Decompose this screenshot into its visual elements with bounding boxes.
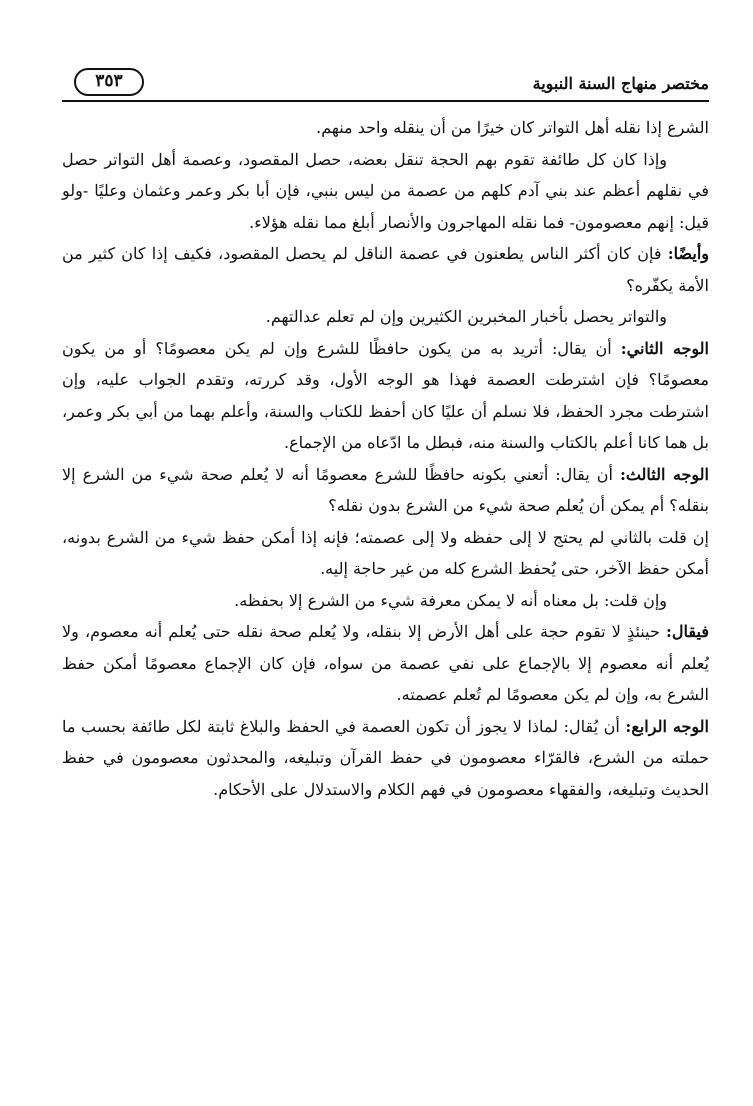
book-page (62, 60, 709, 805)
paragraph-text: والتواتر يحصل بأخبار المخبرين الكثيرين وإن لم تعلم عدالتهم. (265, 307, 667, 326)
paragraph-label: الوجه الثاني: (620, 338, 710, 358)
paragraph (62, 459, 709, 522)
page-number: ٣٥٣ (74, 68, 144, 96)
running-header (62, 60, 709, 102)
paragraph (62, 711, 709, 806)
paragraph (62, 301, 709, 333)
paragraph (62, 238, 709, 301)
paragraph (62, 333, 709, 459)
paragraph (62, 585, 709, 617)
paragraph-text: أن يُقال: لماذا لا يجوز أن تكون العصمة في الحفظ والبلاغ ثابتة لكل طائفة بحسب ما حملته من الشرع، فالقرّاء معصومون في حفظ القرآن وتبليغه، والمحدثون معصومون في حفظ الحديث وتبليغه، والفقهاء معصومون في فهم الكلام والاستدلال على الأحكام. (62, 716, 709, 799)
paragraph (62, 112, 709, 144)
paragraph-label: الوجه الرابع: (625, 716, 710, 736)
paragraph-text: الشرع إذا نقله أهل التواتر كان خيرًا من أن ينقله واحد منهم. (316, 118, 709, 137)
paragraph-text: وإذا كان كل طائفة تقوم بهم الحجة تنقل بعضه، حصل المقصود، وعصمة أهل التواتر حصل في نقلهم أعظم عند بني آدم كلهم من عصمة من ليس بنبي، فإن أبا بكر وعمر وعثمان وعليًا -ولو قيل: إنهم معصومون- فما نقله المهاجرون والأنصار أبلغ مما نقله هؤلاء. (62, 149, 710, 232)
paragraph-text: فإن كان أكثر الناس يطعنون في عصمة الناقل لم يحصل المقصود، فكيف إذا كان كثير من الأمة يكفّره؟ (62, 244, 709, 295)
paragraph (62, 616, 709, 711)
paragraph-text: أن يقال: أتريد به من يكون حافظًا للشرع وإن لم يكن معصومًا؟ أو من يكون معصومًا؟ فإن اشترطت العصمة فهذا هو الوجه الأول، وقد كررته، وتقدم الجواب عليه، وإن اشترطت مجرد الحفظ، فلا نسلم أن عليًا كان أحفظ للكتاب والسنة، وأعلم بهما من أبي بكر وعمر، بل هما كانا أعلم بالكتاب والسنة منه، فبطل ما ادّعاه من الإجماع. (62, 338, 709, 452)
paragraph-text: أن يقال: أتعني بكونه حافظًا للشرع معصومًا أنه لا يُعلم صحة شيء من الشرع إلا بنقله؟ أم يمكن أن يُعلم صحة شيء من الشرع بدون نقله؟ (62, 464, 709, 515)
paragraph-text: وإن قلت: بل معناه أنه لا يمكن معرفة شيء من الشرع إلا بحفظه. (234, 590, 667, 610)
paragraph-label: الوجه الثالث: (619, 464, 709, 484)
paragraph-label: فيقال: (666, 622, 709, 641)
paragraph (62, 144, 709, 239)
paragraph-text: حينئذٍ لا تقوم حجة على أهل الأرض إلا بنقله، ولا يُعلم صحة نقله حتى يُعلم أنه معصوم، ولا يُعلم أنه معصوم إلا بالإجماع على نفي عصمة من سواه، فإن كان الإجماع معصومًا أمكن حفظ الشرع به، وإن لم يكن معصومًا لم تُعلم عصمته. (62, 622, 709, 704)
paragraph-text: إن قلت بالثاني لم يحتج لا إلى حفظه ولا إلى عصمته؛ فإنه إذا أمكن حفظ شيء من الشرع بدونه، أمكن حفظ الآخر، حتى يُحفظ الشرع كله من غير حاجة إليه. (62, 527, 709, 578)
paragraph-label: وأيضًا: (667, 244, 709, 263)
paragraph (62, 522, 709, 585)
book-title: مختصر منهاج السنة النبوية (532, 74, 709, 93)
body-text (62, 112, 709, 805)
